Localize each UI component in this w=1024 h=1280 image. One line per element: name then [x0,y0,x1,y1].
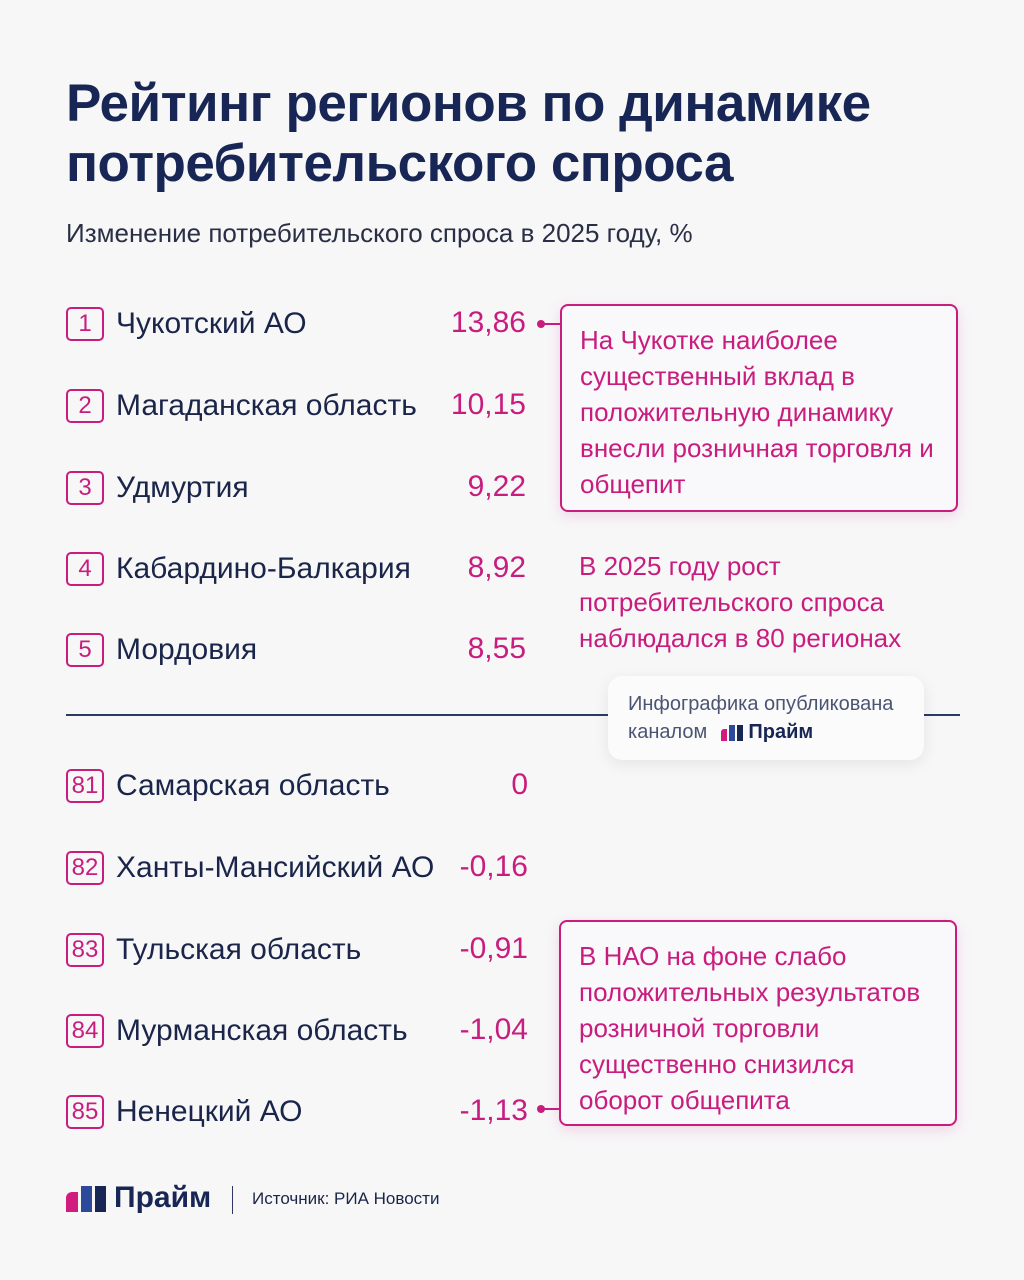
rank-badge: 1 [66,307,104,341]
page-title: Рейтинг регионов по динамике потребительского спроса [66,74,871,193]
table-row [66,630,257,670]
table-row [66,930,361,970]
published-brand: Прайм [748,721,814,743]
region-name: Кабардино-Балкария [116,552,411,585]
region-value: 9,22 [467,470,526,503]
prime-logo-icon [721,725,743,741]
footer-brand: Прайм [114,1181,212,1214]
region-value: -1,13 [459,1094,528,1127]
rank-badge: 84 [66,1014,104,1048]
region-name: Ненецкий АО [116,1095,303,1128]
table-row [66,848,434,888]
region-name: Чукотский АО [116,307,307,340]
table-row [66,386,417,426]
region-value: 8,55 [467,632,526,665]
table-row [66,1092,302,1132]
table-row [66,766,390,806]
table-row [66,1011,408,1051]
callout-chukotka: На Чукотке наиболее существенный вклад в положительную динамику внесли розничная торговля и общепит [560,304,958,512]
rank-badge: 81 [66,769,104,803]
connector-line [541,1108,561,1110]
rank-badge: 82 [66,851,104,885]
region-name: Мурманская область [116,1014,408,1047]
table-row [66,304,307,344]
region-value: 0 [511,768,528,801]
page-subtitle: Изменение потребительского спроса в 2025 году, % [66,218,693,248]
region-value: 13,86 [450,306,526,339]
callout-nao: В НАО на фоне слабо положительных результатов розничной торговли существенно снизился оборот общепита [559,920,957,1126]
region-name: Самарская область [116,769,390,802]
region-value: -1,04 [459,1013,528,1046]
source-label: Источник: РИА Новости [252,1189,440,1208]
region-value: 8,92 [467,551,526,584]
rank-badge: 2 [66,389,104,423]
rank-badge: 85 [66,1095,104,1129]
region-name: Тульская область [116,933,362,966]
region-value: -0,16 [459,850,528,883]
footer-separator [232,1186,233,1214]
table-row [66,549,411,589]
published-line1: Инфографика опубликована [628,693,894,715]
region-name: Магаданская область [116,389,417,422]
rank-badge: 3 [66,471,104,505]
table-row [66,468,249,508]
footer-logo [66,1181,212,1214]
growth-note: В 2025 году рост потребительского спроса наблюдался в 80 регионах [579,551,902,653]
region-name: Мордовия [116,633,258,666]
connector-line [541,323,561,325]
region-value: 10,15 [450,388,526,421]
region-value: -0,91 [459,932,528,965]
published-badge [608,676,924,760]
prime-logo-icon [66,1186,106,1212]
rank-badge: 83 [66,933,104,967]
rank-badge: 4 [66,552,104,586]
region-name: Ханты-Мансийский АО [116,851,435,884]
published-line2: каналом [628,721,708,743]
region-name: Удмуртия [116,471,249,504]
rank-badge: 5 [66,633,104,667]
